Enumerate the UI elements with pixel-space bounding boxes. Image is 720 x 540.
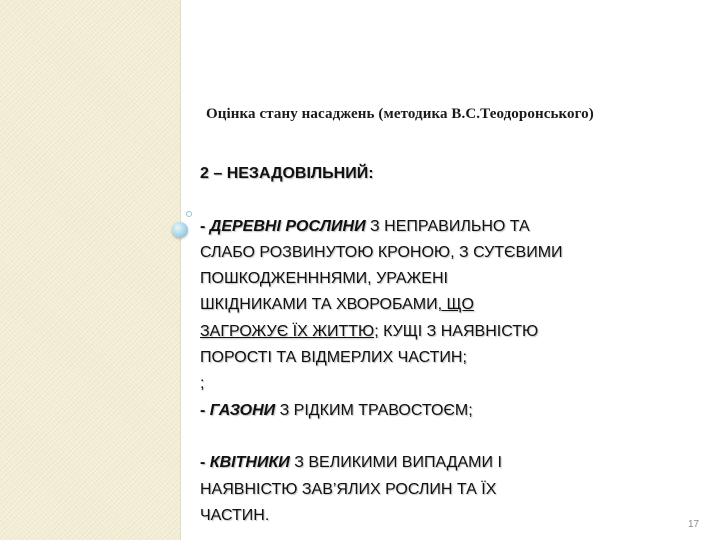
flowers-line-3: ЧАСТИН. <box>200 506 270 524</box>
slide-body <box>200 161 700 529</box>
trees-line-5 <box>200 319 700 345</box>
trees-underlined-text: ЗАГРОЖУЄ ЇХ ЖИТТЮ; <box>200 322 379 340</box>
blank-line <box>200 187 700 213</box>
trees-line-2: СЛАБО РОЗВИНУТОЮ КРОНОЮ, З СУТЄВИМИ <box>200 243 563 261</box>
lawns-line <box>200 398 700 424</box>
decorative-small-circle <box>186 211 192 217</box>
shrubs-text: КУЩІ З НАЯВНІСТЮ <box>378 322 539 340</box>
flowers-term: КВІТНИКИ <box>209 454 290 472</box>
semicolon-line: ; <box>200 375 205 393</box>
trees-line-4 <box>200 292 700 318</box>
side-band-divider <box>180 0 181 540</box>
bullet-dash: - <box>200 217 210 235</box>
decorative-side-band <box>0 0 180 540</box>
category-heading: 2 – НЕЗАДОВІЛЬНИЙ: <box>200 165 374 182</box>
lawns-text: З РІДКИМ ТРАВОСТОЄМ; <box>275 401 473 419</box>
trees-line-1 <box>200 214 700 240</box>
bullet-dash: - <box>200 454 210 472</box>
lawns-term: ГАЗОНИ <box>209 401 276 419</box>
flowers-text: З ВЕЛИКИМИ ВИПАДАМИ І <box>289 454 502 472</box>
decorative-large-circle <box>172 222 188 238</box>
trees-term: ДЕРЕВНІ РОСЛИНИ <box>209 217 366 235</box>
trees-line-3: ПОШКОДЖЕНННЯМИ, УРАЖЕНІ <box>200 270 448 288</box>
trees-underlined-text: , ЩО <box>437 296 474 314</box>
flowers-line-1 <box>200 450 700 476</box>
trees-text: З НЕПРАВИЛЬНО ТА <box>365 217 530 235</box>
slide-subtitle: Оцінка стану насаджень (методика В.С.Теодоронського) <box>206 106 594 122</box>
blank-line <box>200 424 700 450</box>
trees-line-6: ПОРОСТІ ТА ВІДМЕРЛИХ ЧАСТИН; <box>200 349 467 367</box>
bullet-dash: - <box>200 401 210 419</box>
trees-text: ШКІДНИКАМИ ТА ХВОРОБАМИ <box>200 296 438 314</box>
slide-number: 17 <box>688 519 700 530</box>
flowers-line-2: НАЯВНІСТЮ ЗАВ’ЯЛИХ РОСЛИН ТА ЇХ <box>200 480 497 498</box>
